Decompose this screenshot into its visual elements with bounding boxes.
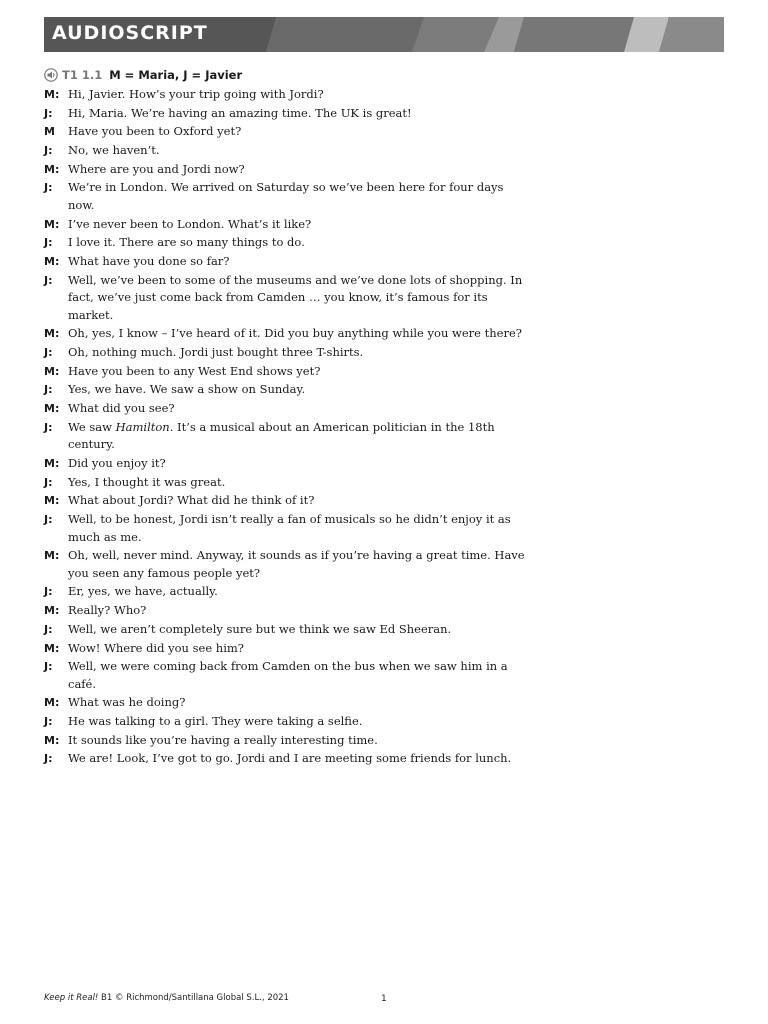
dialogue-line bbox=[44, 344, 724, 362]
dialogue-line bbox=[44, 583, 724, 601]
speaker-label: M: bbox=[44, 696, 60, 710]
speaker-label: M: bbox=[44, 255, 60, 268]
dialogue-line bbox=[44, 547, 724, 582]
speaker-label: J: bbox=[44, 236, 53, 250]
speaker-label: M: bbox=[44, 733, 60, 747]
dialogue-line bbox=[44, 732, 724, 750]
speaker-label: M: bbox=[44, 162, 60, 176]
dialogue-line bbox=[44, 216, 724, 234]
speaker-label: M: bbox=[44, 641, 60, 655]
dialogue-text: Oh, well, never mind. Anyway, it sounds as if you’re having a great time. Have you seen any famous people yet? bbox=[68, 548, 525, 580]
dialogue-line bbox=[44, 621, 724, 639]
speaker-label: J: bbox=[44, 181, 53, 195]
dialogue-text: Hi, Javier. How’s your trip going with Jordi? bbox=[68, 87, 324, 101]
dialogue-line bbox=[44, 179, 724, 214]
dialogue-line bbox=[44, 492, 724, 510]
speaker-label: J: bbox=[44, 475, 53, 489]
dialogue-line bbox=[44, 640, 724, 658]
dialogue-line bbox=[44, 272, 724, 325]
dialogue-text: Have you been to any West End shows yet? bbox=[68, 363, 321, 378]
dialogue-line bbox=[44, 123, 724, 141]
dialogue-text: Have you been to Oxford yet? bbox=[68, 124, 242, 139]
dialogue-text: What have you done so far? bbox=[68, 254, 230, 268]
dialogue-line bbox=[44, 750, 724, 768]
speaker-label: M: bbox=[44, 217, 60, 231]
dialogue-line bbox=[44, 694, 724, 712]
dialogue-text: Well, we were coming back from Camden on the bus when we saw him in a café. bbox=[68, 659, 508, 691]
dialogue-line bbox=[44, 511, 724, 546]
speaker-label: J: bbox=[44, 752, 53, 766]
speaker-label: J: bbox=[44, 346, 53, 360]
footer-copyright bbox=[44, 993, 289, 1003]
dialogue-text: Yes, we have. We saw a show on Sunday. bbox=[68, 382, 306, 397]
speaker-label: M: bbox=[44, 327, 60, 341]
speaker-label: M: bbox=[44, 364, 60, 378]
dialogue-text: I love it. There are so many things to do. bbox=[68, 235, 305, 250]
speaker-label: M bbox=[44, 125, 55, 139]
speaker-label: M: bbox=[44, 88, 60, 101]
dialogue-text: Wow! Where did you see him? bbox=[68, 640, 244, 655]
dialogue-text: Oh, yes, I know – I’ve heard of it. Did you buy anything while you were there? bbox=[68, 326, 522, 341]
dialogue-line bbox=[44, 400, 724, 418]
dialogue-line bbox=[44, 713, 724, 731]
speaker-label: J: bbox=[44, 420, 53, 434]
speaker-label: J: bbox=[44, 513, 53, 527]
dialogue-text bbox=[68, 419, 528, 454]
audioscript-banner bbox=[44, 17, 724, 52]
dialogue-text: Oh, nothing much. Jordi just bought three T-shirts. bbox=[68, 345, 364, 360]
speaker-label: M: bbox=[44, 457, 60, 470]
speaker-label: J: bbox=[44, 660, 53, 674]
dialogue-text: Did you enjoy it? bbox=[68, 456, 166, 470]
audioscript-body bbox=[44, 86, 724, 769]
dialogue-text: What was he doing? bbox=[68, 695, 186, 710]
speaker-icon[interactable] bbox=[44, 68, 58, 82]
dialogue-line bbox=[44, 325, 724, 343]
dialogue-text: Yes, I thought it was great. bbox=[68, 474, 226, 489]
speaker-label: M: bbox=[44, 549, 60, 563]
dialogue-text: No, we haven’t. bbox=[68, 143, 160, 158]
dialogue-text: Well, we’ve been to some of the museums and we’ve done lots of shopping. In fact, we’ve just come back from Camden … you know, it’s famous for its market. bbox=[68, 272, 523, 322]
dialogue-text: Really? Who? bbox=[68, 603, 147, 618]
dialogue-text: Where are you and Jordi now? bbox=[68, 161, 245, 176]
dialogue-text: Well, we aren’t completely sure but we think we saw Ed Sheeran. bbox=[68, 621, 452, 636]
dialogue-line bbox=[44, 161, 724, 179]
dialogue-line bbox=[44, 602, 724, 620]
speaker-label: J: bbox=[44, 715, 53, 729]
dialogue-text-part: We saw bbox=[68, 419, 116, 434]
dialogue-text: What about Jordi? What did he think of it? bbox=[68, 493, 315, 508]
speaker-label: M: bbox=[44, 402, 60, 416]
dialogue-line bbox=[44, 105, 724, 123]
speaker-label: J: bbox=[44, 106, 53, 120]
dialogue-text: Hi, Maria. We’re having an amazing time. The UK is great! bbox=[68, 105, 412, 120]
page-number: 1 bbox=[381, 994, 387, 1004]
book-title: Keep it Real! bbox=[44, 993, 99, 1003]
dialogue-text: What did you see? bbox=[68, 401, 175, 416]
speaker-label: M: bbox=[44, 604, 60, 618]
dialogue-text: Er, yes, we have, actually. bbox=[68, 584, 218, 599]
dialogue-line bbox=[44, 381, 724, 399]
dialogue-text: Well, to be honest, Jordi isn’t really a fan of musicals so he didn’t enjoy it as much as me. bbox=[68, 512, 511, 544]
dialogue-line bbox=[44, 419, 724, 454]
dialogue-line bbox=[44, 658, 724, 693]
dialogue-line bbox=[44, 253, 724, 271]
dialogue-text: I’ve never been to London. What’s it like? bbox=[68, 216, 312, 231]
track-header bbox=[44, 67, 242, 83]
dialogue-text-part: . It’s a musical about an American politician in the 18th century. bbox=[68, 419, 495, 452]
speaker-label: J: bbox=[44, 144, 53, 158]
dialogue-line bbox=[44, 86, 724, 104]
speaker-label: J: bbox=[44, 383, 53, 397]
dialogue-text: We are! Look, I’ve got to go. Jordi and I are meeting some friends for lunch. bbox=[68, 751, 512, 766]
speaker-label: J: bbox=[44, 273, 53, 287]
dialogue-line bbox=[44, 474, 724, 492]
dialogue-line bbox=[44, 363, 724, 381]
track-id: T1 1.1 bbox=[62, 68, 103, 82]
track-cast: M = Maria, J = Javier bbox=[109, 68, 243, 82]
show-title: Hamilton bbox=[115, 419, 170, 434]
copyright-text: B1 © Richmond/Santillana Global S.L., 2021 bbox=[98, 993, 289, 1003]
dialogue-line bbox=[44, 142, 724, 160]
speaker-label: M: bbox=[44, 494, 60, 508]
dialogue-text: It sounds like you’re having a really interesting time. bbox=[68, 732, 378, 747]
dialogue-text: He was talking to a girl. They were taking a selfie. bbox=[68, 714, 363, 729]
dialogue-text: We’re in London. We arrived on Saturday so we’ve been here for four days now. bbox=[68, 180, 504, 212]
speaker-label: J: bbox=[44, 622, 53, 636]
speaker-label: J: bbox=[44, 585, 53, 599]
dialogue-line bbox=[44, 234, 724, 252]
dialogue-line bbox=[44, 455, 724, 473]
page-title: AUDIOSCRIPT bbox=[52, 22, 208, 44]
